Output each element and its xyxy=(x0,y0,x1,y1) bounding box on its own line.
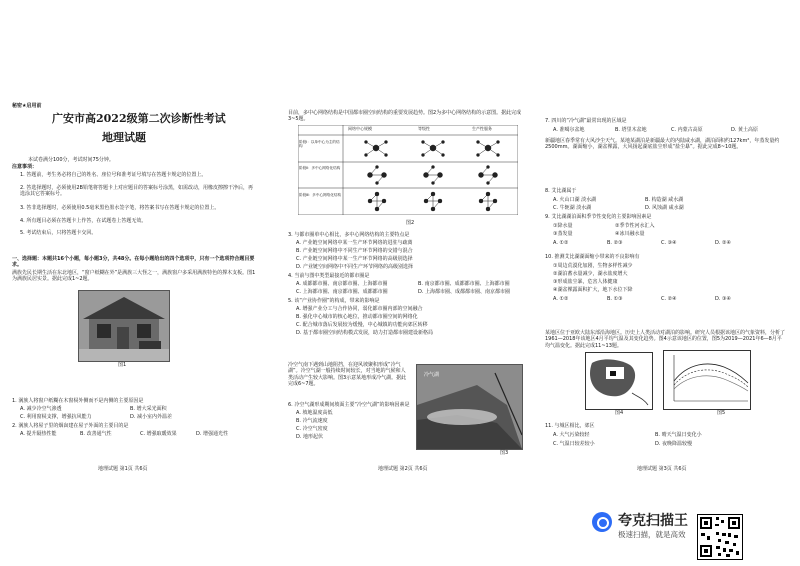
figure-4-map xyxy=(585,352,653,410)
question-3: 3. 与都市圈单中心相比，多中心网络结构的主要特点是 xyxy=(288,232,410,238)
q11-option-d: D. 夜晚降温较慢 xyxy=(655,441,693,447)
q7-option-b: B. 塔里木盆地 xyxy=(615,127,647,133)
q9-option-4: ④冰川融水量 xyxy=(615,231,645,237)
figure-1-label: 图1 xyxy=(118,362,127,368)
q6-option-c: C. 冷空气密度 xyxy=(296,426,328,432)
temperature-curve-icon xyxy=(664,351,750,409)
question-4: 4. 当前与图中类型最接近的都市圈是 xyxy=(288,273,370,279)
figure-2-label: 图2 xyxy=(406,220,415,226)
q9-choice-d: D. ②④ xyxy=(715,240,731,246)
page-1-footer: 地理试题 第1页 共6页 xyxy=(98,466,148,472)
q9-option-3: ③蒸发量 xyxy=(553,231,573,237)
exam-info: 本试卷满分100分，考试时间75分钟。 xyxy=(28,157,114,163)
q3-intro: 目前，多中心网络结构是中国都市圈空间结构的重要发展趋势。图2为多中心网络结构的示意图。据此完成3~5题。 xyxy=(288,110,522,123)
q10-option-1: ①周边荒漠化加剧，生物多样性减少 xyxy=(553,263,633,269)
q4-option-c: C. 上海都市圈、南京都市圈、成都都市圈 xyxy=(296,289,388,295)
question-11: 11. 与城区相比，郊区 xyxy=(545,423,595,429)
fig3-annotation: 冷气湖 xyxy=(424,372,440,378)
section-heading: 一、选择题：本题共16个小题，每小题3分，共48分。在每小题给出的四个选项中，只有一个选项符合题目要求。 xyxy=(12,256,255,269)
scanner-slogan: 极速扫描，就是高效 xyxy=(618,530,686,539)
exam-page-2 xyxy=(268,0,540,566)
q6-option-a: A. 坡地温度高低 xyxy=(296,410,333,416)
q9-choice-a: A. ①② xyxy=(553,240,569,246)
notice-1: 1. 答题前，考生务必将自己的姓名、座位号和准考证号填写在答题卡规定的位置上。 xyxy=(20,172,207,178)
q11-intro: 某地区位于亚欧大陆东部沿海地区。历史上人类活动对湖泊的影响。研究人员根据该地区的气象资料，分析了1961—2018年该地区4月平均气温及其变化趋势。图4示意该地区的位置，图5为2019—2021年6—8月平均气温变化。据此完成11~13题。 xyxy=(545,330,786,349)
q2-option-a: A. 提升隔热性能 xyxy=(20,431,57,437)
q4-option-d: D. 上海都市圈、成都都市圈、南京都市圈 xyxy=(418,289,511,295)
figure-4-label: 图4 xyxy=(615,410,624,416)
q1-option-d: D. 减小室内外温差 xyxy=(130,414,173,420)
figure-5-chart xyxy=(663,350,751,410)
question-7: 7. 四川的“冷气湖”最常出现的区域是 xyxy=(545,118,627,124)
q11-option-c: C. 气温日较差较小 xyxy=(553,441,595,447)
q9-option-2: ②季节性河水汇入 xyxy=(615,223,655,229)
q7-option-c: C. 内蒙古高原 xyxy=(671,127,703,133)
exam-page-3 xyxy=(545,0,800,566)
notice-heading: 注意事项： xyxy=(12,164,38,170)
q2-option-c: C. 增强取暖效果 xyxy=(140,431,177,437)
q5-option-d: D. 基于都市圈空间结构模式发展，助力打造都市圈建设新格局 xyxy=(296,330,434,336)
scanner-logo-ring xyxy=(597,517,609,529)
q2-option-d: D. 增强通光性 xyxy=(196,431,229,437)
notice-3: 3. 答非选择题时，必须使用0.5毫米黑色墨水签字笔，将答案书写在答题卡规定的位置上。 xyxy=(20,205,220,211)
q5-option-b: B. 强化中心城市的核心地位，推动都市圈空间的网络化 xyxy=(296,314,418,320)
q9-option-1: ①降水量 xyxy=(553,223,573,229)
page-3-footer: 地理试题 第3页 共6页 xyxy=(637,466,687,472)
q2-option-b: B. 改善通气性 xyxy=(80,431,112,437)
q11-option-a: A. 大气污染较轻 xyxy=(553,432,590,438)
qr-pattern xyxy=(698,515,742,559)
q8-intro: 新疆地区春季常有大风沙尘天气。某地某湖泊是新疆最大的内陆咸水湖，湖泊面积约127km²，年蒸发量约2500mm。湖面缩小，湖盆裸露，大风扬起湖底盐尘形成“盐尘暴”。据此完成8~10题。 xyxy=(545,138,780,151)
notice-2: 2. 答选择题时，必须使用2B铅笔将答题卡上对应题目的答案标号涂黑，如需改动，用橡皮擦擦干净后，再选涂其它答案标号。 xyxy=(20,185,253,198)
q3-option-b: B. 产业链空间网络中不同生产环节网络的交错与混合 xyxy=(296,248,413,254)
figure-5-label: 图5 xyxy=(717,410,726,416)
question-6: 6. 冷空气湖形成期间坡面主要“冷空气湖”的影响因素是 xyxy=(288,402,410,408)
q9-choice-b: B. ②③ xyxy=(607,240,623,246)
q10-choice-a: A. ①② xyxy=(553,296,569,302)
fig2-row-label-3: 阶段Ⅲ：多中心网络化结构 xyxy=(299,193,342,197)
q10-choice-c: C. ②④ xyxy=(661,296,677,302)
q6-intro: 冷空气南下遇到山地阻挡，在迎风坡聚积形成“冷气湖”。冷空气湖一般持续时间较长，对当地的气候和人类活动产生较大影响。图3示意某地形成冷气湖。据此完成6~7题。 xyxy=(288,362,407,388)
figure-1-photo xyxy=(78,290,170,362)
scanner-brand-name: 夸克扫描王 xyxy=(618,513,688,529)
q1-option-c: C. 利用窗棂支撑，增强抗风能力 xyxy=(20,414,92,420)
q4-option-a: A. 成都都市圈、南京都市圈、上海都市圈 xyxy=(296,281,388,287)
q11-option-b: B. 晴天气温日变化小 xyxy=(655,432,702,438)
fig2-header-1: 网络中心规模 xyxy=(348,126,372,131)
question-1: 1. 满族人将窗户纸糊在木窗棂外侧而不是内侧的主要原因是 xyxy=(12,398,144,404)
q5-option-a: A. 增强产业分工与合作协同，弱化都市圈内部的空间融合 xyxy=(296,306,423,312)
question-10: 10. 推测艾比湖湖面缩小带来的不良影响有 xyxy=(545,254,640,260)
question-2: 2. 满族人将屋子里的烟囱建在屋子外面的主要目的是 xyxy=(12,423,129,429)
question-9: 9. 艾比湖湖泊面积季节性变化的主要影响因素是 xyxy=(545,214,652,220)
notice-5: 5. 考试结束后，只将答题卡交回。 xyxy=(20,230,97,236)
fig2-row-label-1: 阶段Ⅰ：以单中心为主的结构 xyxy=(299,140,340,149)
q1-option-a: A. 减少冷空气渗透 xyxy=(20,406,62,412)
q1-intro: 满族先民长期生活在东北地区，“窗户纸糊在外”是满族三大怪之一，满族窗户多采用满族特色的撑木支板。图1为满族民居实景。据此完成1~2题。 xyxy=(12,270,256,283)
q7-option-a: A. 准噶尔盆地 xyxy=(553,127,585,133)
figure-3-label: 图3 xyxy=(500,450,509,456)
house-photo-icon xyxy=(79,291,169,361)
q7-option-d: D. 黄土高原 xyxy=(731,127,759,133)
q8-option-c: C. 牛轭湖 淡水湖 xyxy=(553,205,592,211)
exam-title: 广安市高2022级第二次诊断性考试 xyxy=(52,112,226,125)
subject-title: 地理试题 xyxy=(102,131,146,144)
q8-option-b: B. 构造湖 咸水湖 xyxy=(645,197,684,203)
fig2-row-label-2: 阶段Ⅱ：多中心网络化结构 xyxy=(299,166,341,170)
page-2-footer: 地理试题 第2页 共6页 xyxy=(378,466,428,472)
q1-option-b: B. 增大采光面积 xyxy=(130,406,167,412)
q9-choice-c: C. ③④ xyxy=(661,240,677,246)
secret-label: 秘密★启用前 xyxy=(12,103,42,109)
q3-option-a: A. 产业链空间网络中某一生产环节网络的进驻与疏离 xyxy=(296,240,413,246)
question-8: 8. 艾比湖属于 xyxy=(545,188,577,194)
notice-4: 4. 所有题目必须在答题卡上作答，在试题卷上答题无效。 xyxy=(20,218,147,224)
q8-option-a: A. 火山口湖 淡水湖 xyxy=(553,197,597,203)
q10-choice-d: D. ③④ xyxy=(715,296,731,302)
q6-option-b: B. 冷气流速度 xyxy=(296,418,328,424)
q10-option-2: ②湖泊蓄水量减少，湖水盐度增大 xyxy=(553,271,628,277)
exam-page-1 xyxy=(0,0,262,566)
q5-option-c: C. 配合城市落后发展较为缓慢，中心城镇的功能向郊区转移 xyxy=(296,322,428,328)
q10-option-4: ④湖盆裸露面积扩大，地下水位下降 xyxy=(553,287,633,293)
fig2-header-2: 等级性 xyxy=(418,126,430,131)
q3-option-c: C. 产业链空间网络中某一生产环节网络的高级别选择 xyxy=(296,256,413,262)
question-5: 5. 该“产业协作圈”的构成，带来的影响是 xyxy=(288,298,380,304)
q4-option-b: B. 南京都市圈、成都都市圈、上海都市圈 xyxy=(418,281,510,287)
q8-option-d: D. 风蚀湖 咸水湖 xyxy=(645,205,684,211)
fig2-header-3: 生产性服务 xyxy=(472,126,492,131)
q6-option-d: D. 地形起伏 xyxy=(296,434,324,440)
q10-option-3: ③形成盐尘暴，危害人体健康 xyxy=(553,279,618,285)
map-icon xyxy=(586,353,652,409)
q3-option-d: D. 产业链空间网络中不同生产环节网络的高级别选择 xyxy=(296,264,414,270)
q10-choice-b: B. ①③ xyxy=(607,296,623,302)
qr-code-icon[interactable] xyxy=(697,514,743,560)
